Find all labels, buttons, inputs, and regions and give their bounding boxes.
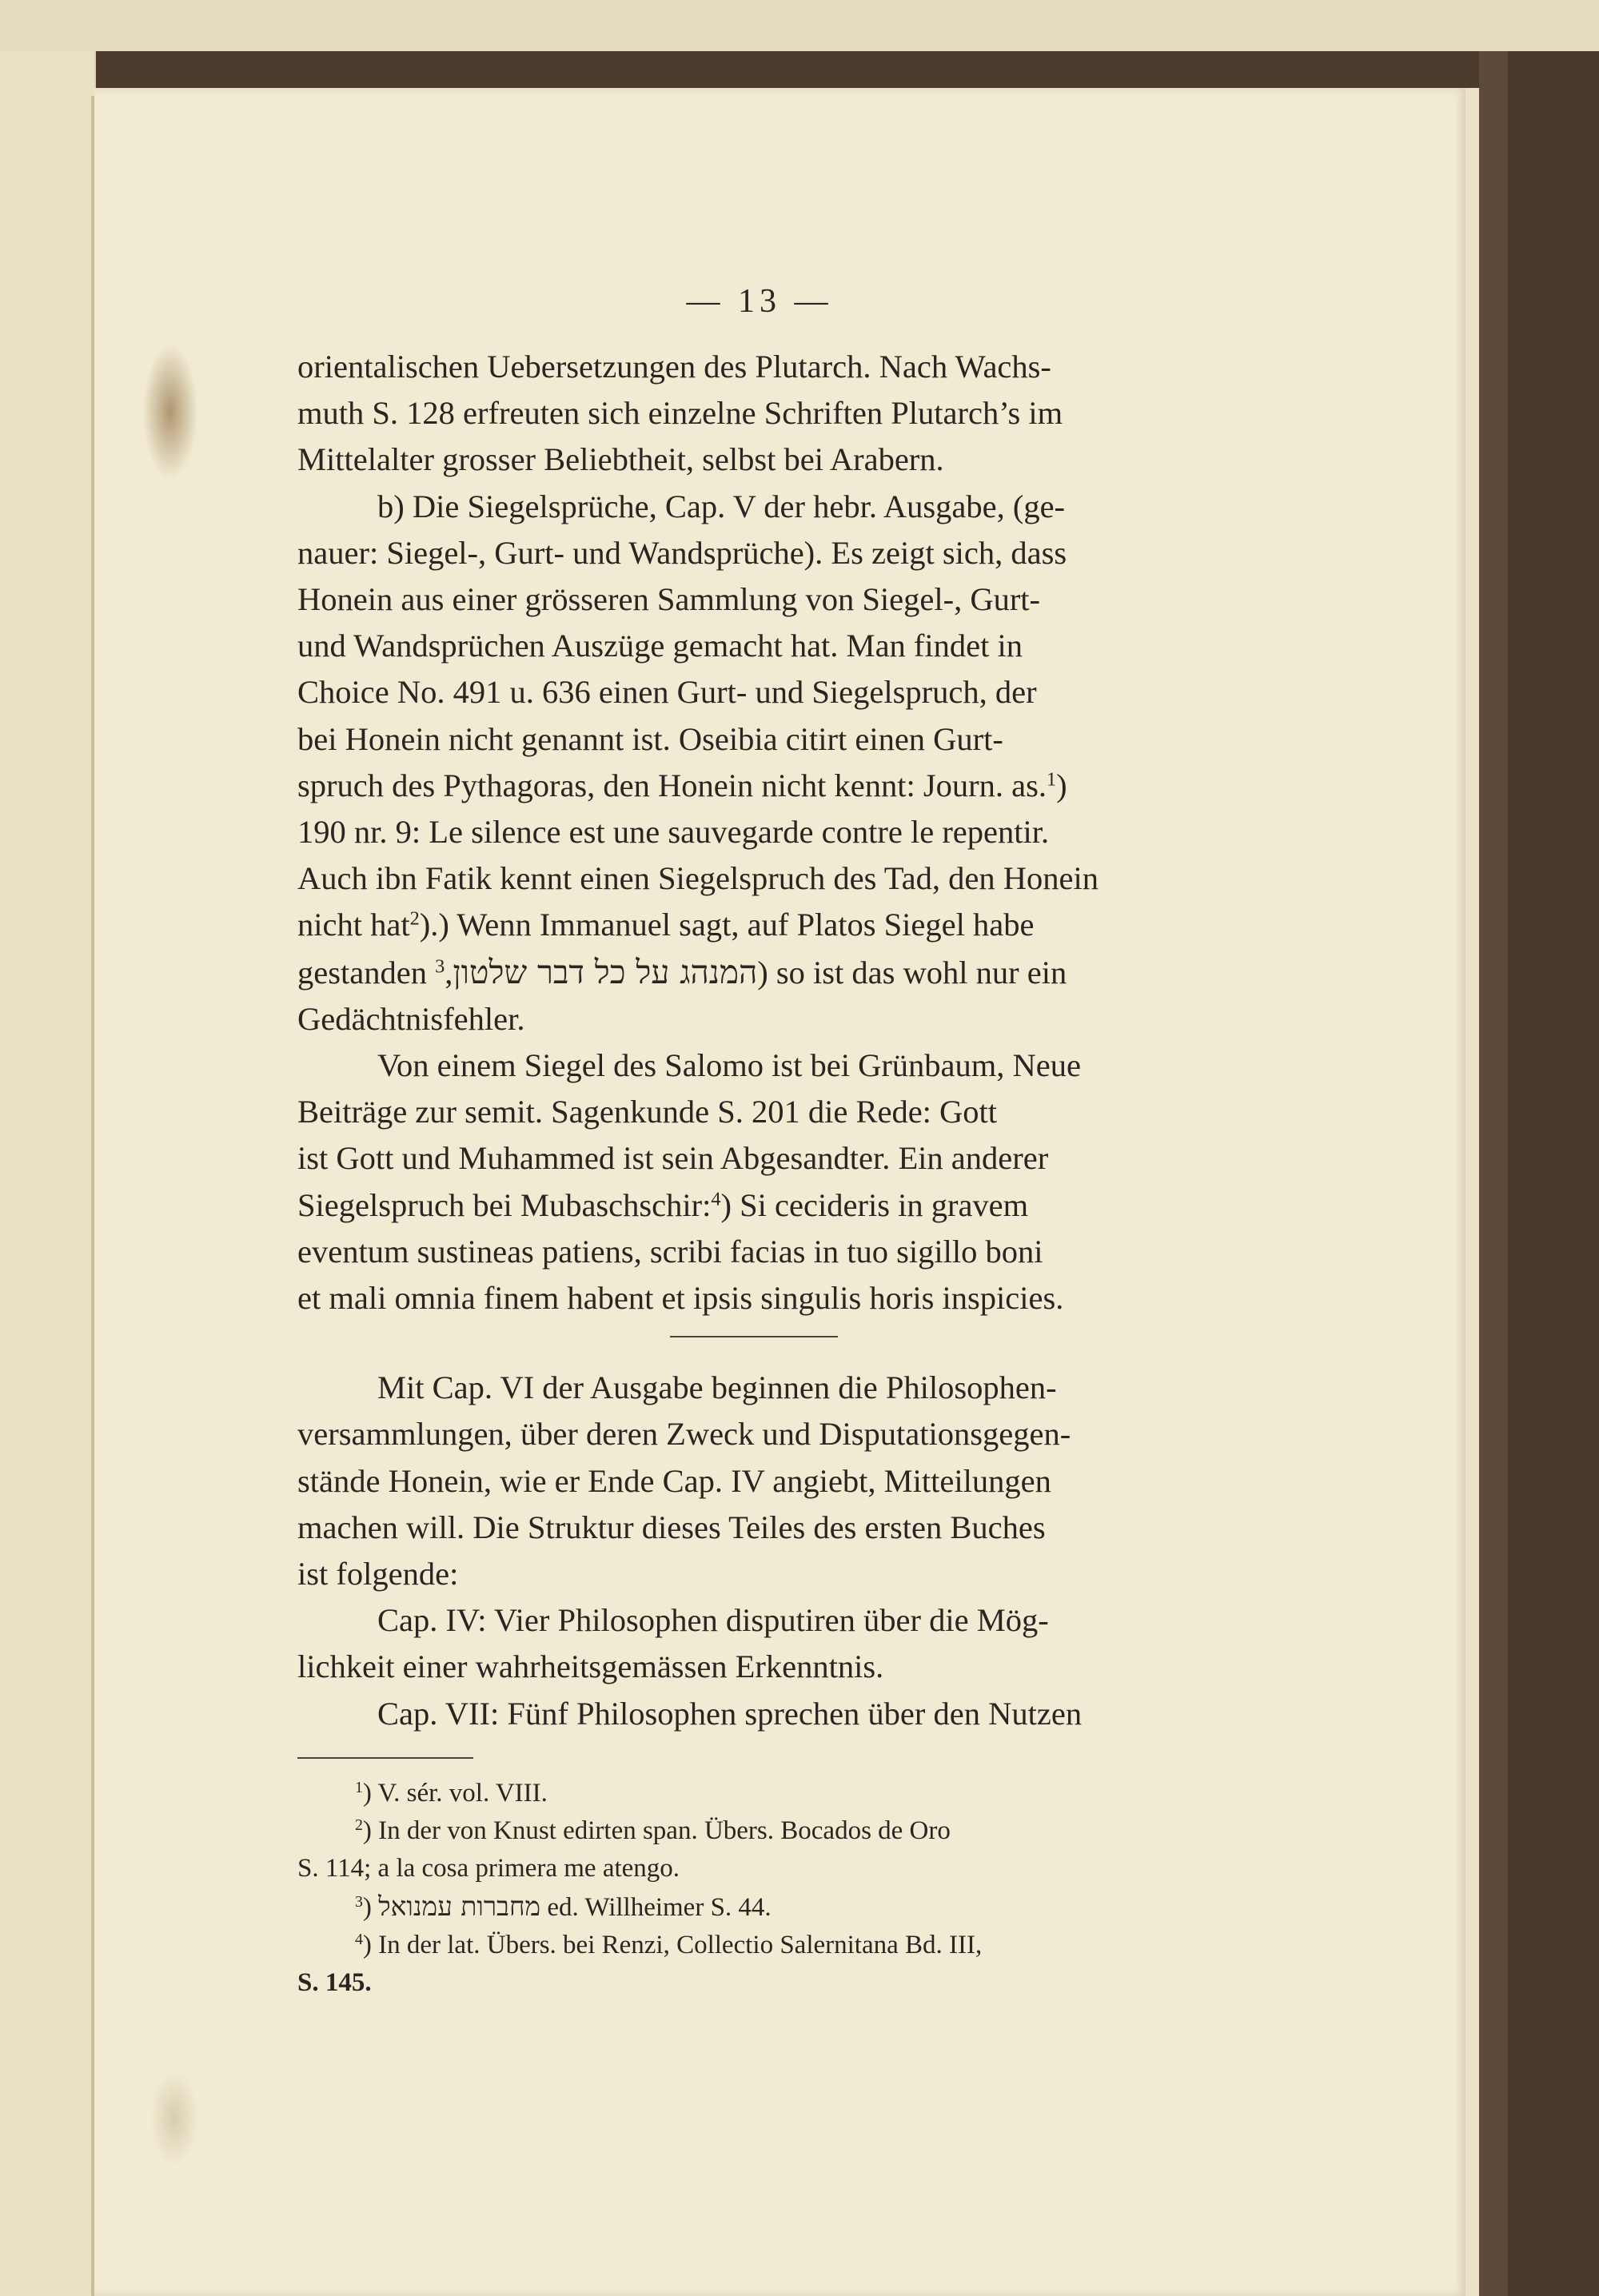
line: et mali omnia finem habent et ipsis singulis horis inspicies. [297, 1280, 1064, 1317]
footnote-text-cont: S. 145. [297, 1968, 372, 1997]
footnote-2 [297, 1812, 1210, 1887]
page-stain-lower [150, 2071, 198, 2166]
line: muth S. 128 erfreuten sich einzelne Schriften Plutarch’s im [297, 395, 1063, 432]
page-number: — 13 — [686, 283, 833, 320]
footnote-text: ) In der lat. Übers. bei Renzi, Collectio Salernitana Bd. III, [362, 1931, 983, 1959]
page-stain [142, 344, 198, 480]
footnote-ref-4: 4 [711, 1188, 721, 1210]
hebrew-quote: המנהג על כל דבר שלטון [453, 952, 758, 991]
line-end: ) [1056, 767, 1067, 803]
paragraph-3 [297, 1042, 1210, 1321]
book-cover-edge [0, 51, 1599, 88]
line: Choice No. 491 u. 636 einen Gurt- und Siegelspruch, der [297, 674, 1037, 711]
paragraph-2 [297, 484, 1210, 1042]
footnote-4 [297, 1927, 1210, 2002]
line: ist folgende: [297, 1556, 459, 1592]
paragraph-5 [297, 1597, 1210, 1690]
line-end: ).) Wenn Immanuel sagt, auf Platos Siegel habe [419, 907, 1035, 943]
footnote-text: ed. Willheimer S. 44. [540, 1893, 772, 1922]
line: Auch ibn Fatik kennt einen Siegelspruch des Tad, den Honein [297, 860, 1099, 897]
footnote-text: ) In der von Knust edirten span. Übers. Bocados de Oro [362, 1816, 951, 1845]
paragraph-4 [297, 1365, 1210, 1597]
line: nicht hat [297, 907, 410, 943]
line: stände Honein, wie er Ende Cap. IV angiebt, Mitteilungen [297, 1462, 1051, 1499]
footnote-1 [297, 1775, 1210, 1812]
line: Von einem Siegel des Salomo ist bei Grünbaum, Neue [377, 1047, 1081, 1084]
section-divider [670, 1336, 838, 1337]
line: Cap. VII: Fünf Philosophen sprechen über den Nutzen [377, 1695, 1083, 1732]
line: Gedächtnisfehler. [297, 1000, 525, 1037]
footnote-mark: 3 [355, 1893, 363, 1911]
line: orientalischen Uebersetzungen des Plutarch. Nach Wachs- [297, 349, 1051, 385]
paragraph-6 [297, 1691, 1210, 1737]
line: versammlungen, über deren Zweck und Disputationsgegen- [297, 1416, 1071, 1453]
footnote-text: ) V. sér. vol. VIII. [362, 1779, 548, 1808]
footnote-mark: 2 [355, 1816, 363, 1835]
paragraph-1 [297, 344, 1210, 484]
line: Mit Cap. VI der Ausgabe beginnen die Philosophen- [377, 1369, 1057, 1406]
line: Beiträge zur semit. Sagenkunde S. 201 die Rede: Gott [297, 1094, 998, 1130]
line: Honein aus einer grösseren Sammlung von Siegel-, Gurt- [297, 581, 1041, 618]
line: nauer: Siegel-, Gurt- und Wandsprüche). Es zeigt sich, dass [297, 534, 1067, 571]
line: ist Gott und Muhammed ist sein Abgesandter. Ein anderer [297, 1140, 1049, 1177]
line: eventum sustineas patiens, scribi facias in tuo sigillo boni [297, 1233, 1043, 1270]
line-end: ) Si cecideris in gravem [720, 1186, 1029, 1223]
scan-background-top [0, 0, 1599, 51]
footnote-mark: 1 [355, 1779, 363, 1797]
hebrew-title: מחברות עמנואל [378, 1891, 541, 1922]
footnote-ref-1: 1 [1046, 768, 1057, 791]
footnote-ref-3: 3 [435, 955, 445, 978]
line: bei Honein nicht genannt ist. Oseibia citirt einen Gurt- [297, 720, 1003, 757]
footnote-rule [297, 1757, 473, 1759]
line: 190 nr. 9: Le silence est une sauvegarde contre le repentir. [297, 814, 1050, 851]
footnotes [297, 1775, 1210, 2002]
footnote-text-cont: S. 114; a la cosa primera me atengo. [297, 1854, 680, 1883]
footnote-mark: 4 [355, 1931, 363, 1949]
facing-page-edge [0, 51, 96, 2296]
comma: , [445, 954, 453, 991]
line: b) Die Siegelsprüche, Cap. V der hebr. Ausgabe, (ge- [377, 488, 1066, 524]
main-text [297, 344, 1210, 1737]
line-end: ) so ist das wohl nur ein [757, 954, 1067, 991]
line: lichkeit einer wahrheitsgemässen Erkenntnis. [297, 1648, 884, 1685]
line: spruch des Pythagoras, den Honein nicht kennt: Journ. as. [297, 767, 1047, 803]
line: machen will. Die Struktur dieses Teiles des ersten Buches [297, 1509, 1046, 1545]
cover-board [1479, 51, 1508, 2296]
footnote-3: $^3$) מחברות עמנואל ed. Willheimer S. 44. [355, 1891, 772, 1922]
footnote-ref-2: 2 [409, 908, 420, 931]
line: und Wandsprüchen Auszüge gemacht hat. Man findet in [297, 628, 1023, 664]
line: gestanden [297, 954, 427, 991]
book-cover-right [1479, 51, 1599, 2296]
line: Cap. IV: Vier Philosophen disputiren über die Mög- [377, 1602, 1049, 1639]
line: Mittelalter grosser Beliebtheit, selbst bei Arabern. [297, 441, 944, 478]
line: Siegelspruch bei Mubaschschir: [297, 1186, 712, 1223]
